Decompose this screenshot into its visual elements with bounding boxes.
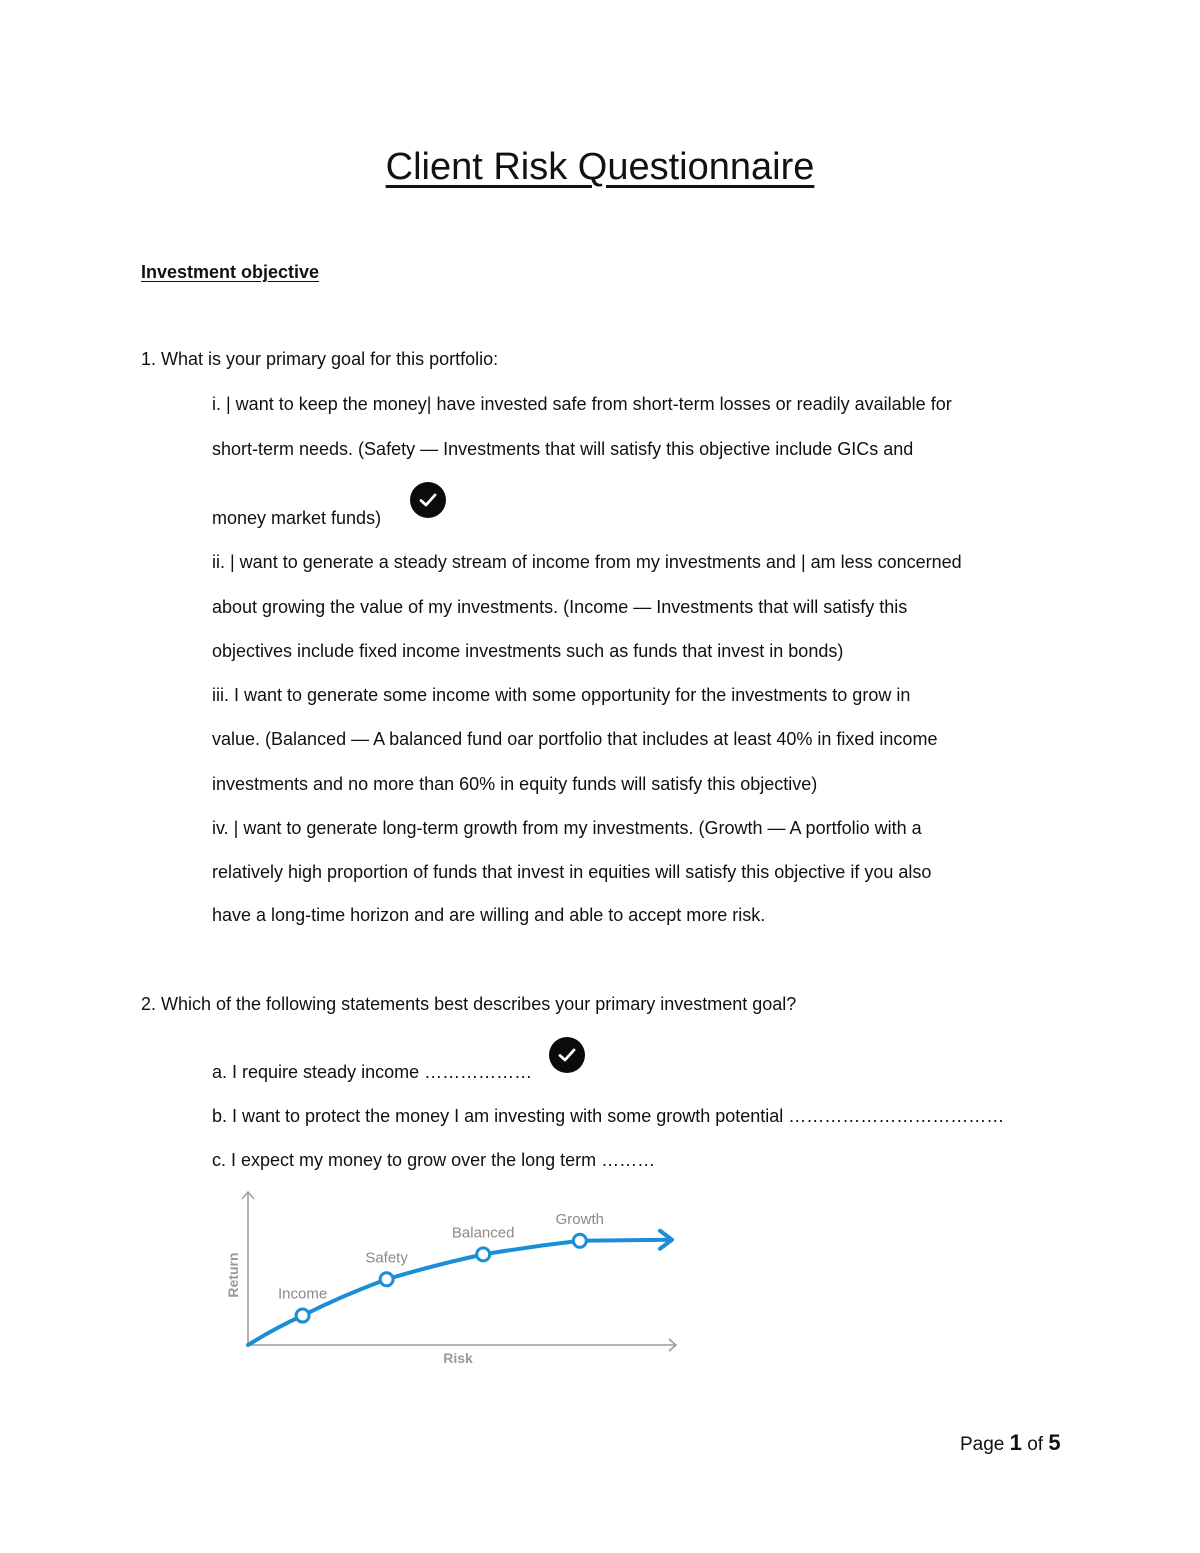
option-i-line-3: money market funds) xyxy=(212,508,382,528)
checkmark-glyph xyxy=(417,489,439,511)
page-total: 5 xyxy=(1048,1430,1061,1455)
y-axis-label: Return xyxy=(225,1252,241,1298)
page-title: Client Risk Questionnaire xyxy=(385,146,815,188)
option-ii-line-2: about growing the value of my investments. (Income — Investments that will satisfy this xyxy=(212,597,908,617)
option-i-line-2: short-term needs. (Safety — Investments that will satisfy this objective include GICs and xyxy=(212,439,914,459)
option-iv-line-1: iv. | want to generate long-term growth from my investments. (Growth — A portfolio with a xyxy=(212,818,922,838)
point-label-income: Income xyxy=(277,1285,328,1303)
option-iii-line-3: investments and no more than 60% in equity funds will satisfy this objective) xyxy=(212,774,818,794)
option-iii-line-2: value. (Balanced — A balanced fund oar portfolio that includes at least 40% in fixed income xyxy=(212,729,938,749)
checkmark-icon xyxy=(410,482,446,518)
option-c: c. I expect my money to grow over the long term ……… xyxy=(212,1150,656,1170)
page-separator: of xyxy=(1027,1434,1044,1455)
point-safety xyxy=(380,1273,393,1286)
risk-return-chart xyxy=(210,1190,690,1380)
checkmark-icon xyxy=(549,1037,585,1073)
page-number: 1 xyxy=(1009,1430,1022,1455)
checkmark-glyph xyxy=(556,1044,578,1066)
x-axis-label: Risk xyxy=(443,1350,473,1366)
option-iii-line-1: iii. I want to generate some income with some opportunity for the investments to grow in xyxy=(212,685,911,705)
point-growth xyxy=(573,1234,586,1247)
chart-series xyxy=(248,1211,672,1345)
point-balanced xyxy=(477,1248,490,1261)
point-income xyxy=(296,1309,309,1322)
option-iv-line-3: have a long-time horizon and are willing and able to accept more risk. xyxy=(212,905,766,925)
section-heading: Investment objective xyxy=(141,262,320,282)
option-ii-line-1: ii. | want to generate a steady stream of income from my investments and | am less concerned xyxy=(212,552,962,572)
option-iv-line-2: relatively high proportion of funds that invest in equities will satisfy this objective if you also xyxy=(212,862,932,882)
option-b: b. I want to protect the money I am investing with some growth potential ……………………………… xyxy=(212,1106,1005,1126)
question-2-prompt: 2. Which of the following statements best describes your primary investment goal? xyxy=(141,994,797,1014)
option-ii-line-3: objectives include fixed income investments such as funds that invest in bonds) xyxy=(212,641,844,661)
page-footer xyxy=(960,1430,1061,1456)
option-i-line-1: i. | want to keep the money| have invested safe from short-term losses or readily available for xyxy=(212,394,952,414)
point-label-balanced: Balanced xyxy=(451,1224,515,1242)
point-label-safety: Safety xyxy=(365,1249,408,1267)
point-label-growth: Growth xyxy=(555,1210,604,1228)
question-1-prompt: 1. What is your primary goal for this portfolio: xyxy=(141,349,499,369)
option-a: a. I require steady income ……………… xyxy=(212,1062,533,1082)
chart-axes xyxy=(242,1192,676,1351)
page-prefix: Page xyxy=(960,1434,1005,1455)
